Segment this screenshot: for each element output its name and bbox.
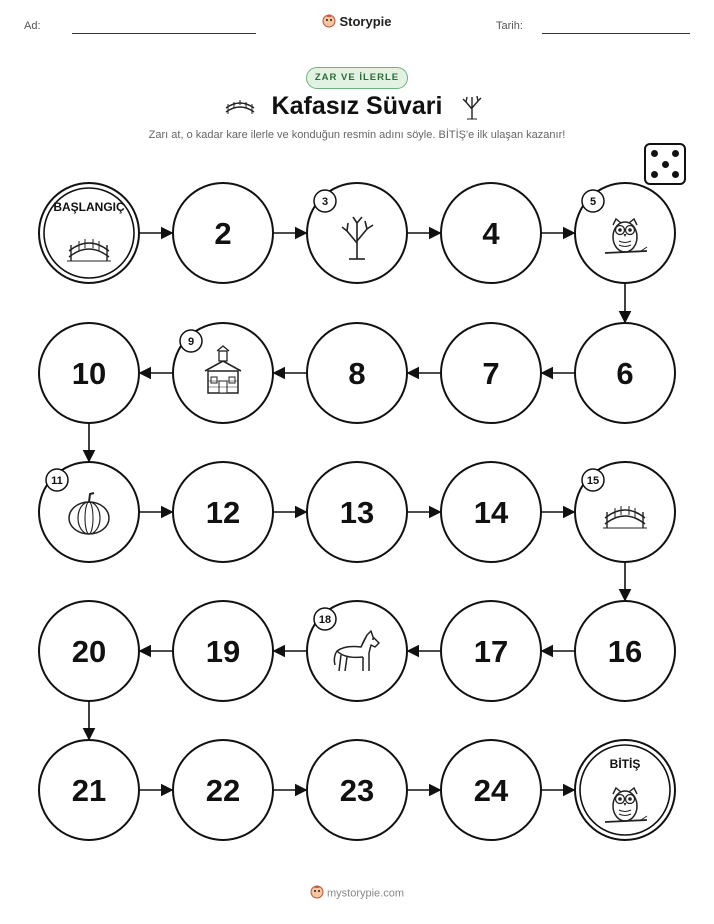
space-number: 22 [205, 773, 241, 808]
start-label: BAŞLANGIÇ [53, 200, 125, 214]
space-number-badge [314, 190, 336, 212]
board-space-9[interactable] [173, 323, 273, 423]
space-number: 8 [348, 356, 366, 391]
space-number-badge [46, 469, 68, 491]
board-space-4[interactable] [441, 183, 541, 283]
space-number: 14 [473, 495, 509, 530]
space-number: 5 [589, 196, 597, 208]
board-space-24[interactable] [441, 740, 541, 840]
space-number: 13 [339, 495, 375, 530]
space-number-badge [180, 330, 202, 352]
name-label: Ad: [24, 20, 41, 32]
brand-name: Storypie [339, 14, 392, 29]
space-number: 18 [318, 614, 332, 626]
board-space-6[interactable] [575, 323, 675, 423]
board-space-13[interactable] [307, 462, 407, 562]
finish-label: BİTİŞ [609, 757, 641, 771]
board-space-2[interactable] [173, 183, 273, 283]
instructions: Zarı at, o kadar kare ilerle ve konduğun resmin adını söyle. BİTİŞ'e ilk ulaşan kazanır! [148, 129, 566, 141]
date-label: Tarih: [496, 20, 523, 32]
board-space-14[interactable] [441, 462, 541, 562]
space-number: 4 [482, 216, 500, 251]
space-number: 20 [71, 634, 107, 669]
space-number: 16 [607, 634, 643, 669]
space-number: 6 [616, 356, 634, 391]
category-badge: ZAR VE İLERLE [306, 67, 408, 89]
space-number: 10 [71, 356, 107, 391]
board-space-16[interactable] [575, 601, 675, 701]
space-number: 23 [339, 773, 375, 808]
space-number: 24 [473, 773, 509, 808]
board-space-7[interactable] [441, 323, 541, 423]
board-space-8[interactable] [307, 323, 407, 423]
space-number: 11 [51, 475, 63, 487]
board-space-12[interactable] [173, 462, 273, 562]
board-space-21[interactable] [39, 740, 139, 840]
board-space-19[interactable] [173, 601, 273, 701]
space-number: 12 [205, 495, 241, 530]
space-number-badge [582, 469, 604, 491]
board-space-23[interactable] [307, 740, 407, 840]
storypie-logo-icon [310, 885, 324, 902]
space-number: 9 [187, 336, 195, 348]
footer-url: mystorypie.com [326, 887, 405, 900]
board-space-22[interactable] [173, 740, 273, 840]
board-space-5[interactable] [575, 183, 675, 283]
board-space-17[interactable] [441, 601, 541, 701]
space-number: 17 [473, 634, 509, 669]
footer [0, 885, 714, 902]
space-number-badge [314, 608, 336, 630]
page-title: Kafasız Süvari [271, 92, 443, 120]
space-number: 21 [71, 773, 107, 808]
start-space[interactable] [39, 183, 139, 283]
space-number: 19 [205, 634, 241, 669]
board-space-20[interactable] [39, 601, 139, 701]
space-number: 7 [482, 356, 500, 391]
space-number: 2 [214, 216, 232, 251]
board-space-11[interactable] [39, 462, 139, 562]
board-space-18[interactable] [307, 601, 407, 701]
space-number-badge [582, 190, 604, 212]
finish-space[interactable] [575, 740, 675, 840]
board-space-3[interactable] [307, 183, 407, 283]
space-number: 15 [586, 475, 600, 487]
board-space-10[interactable] [39, 323, 139, 423]
board-space-15[interactable] [575, 462, 675, 562]
space-number: 3 [321, 196, 329, 208]
